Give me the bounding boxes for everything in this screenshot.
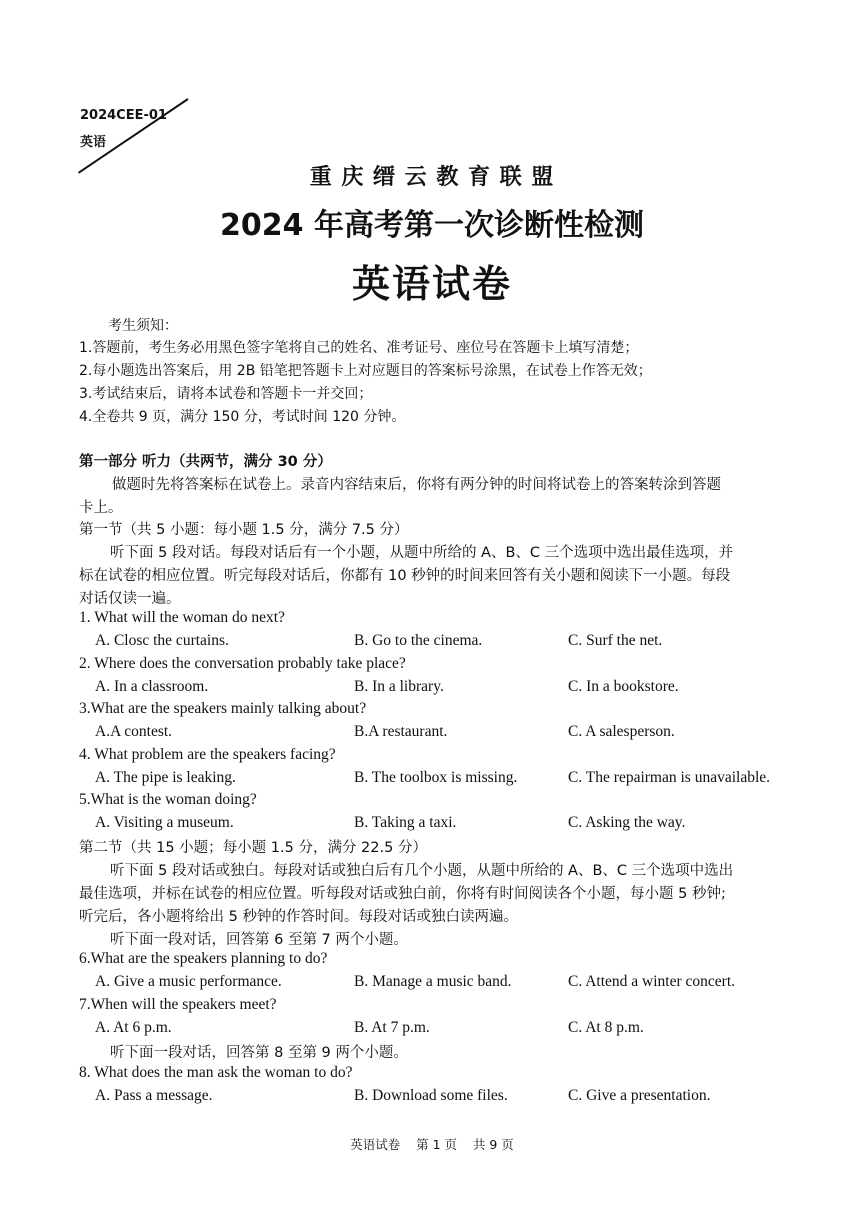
option-b: B. At 7 p.m. bbox=[354, 1019, 430, 1036]
question-stem: 6.What are the speakers planning to do? bbox=[79, 950, 328, 967]
part1-intro: 做题时先将答案标在试卷上。录音内容结束后，你将有两分钟的时间将试卷上的答案转涂到答题 bbox=[112, 477, 721, 493]
option-b: B. The toolbox is missing. bbox=[354, 769, 518, 786]
question-stem: 4. What problem are the speakers facing? bbox=[79, 746, 336, 763]
option-c: C. Give a presentation. bbox=[568, 1087, 711, 1104]
option-a: A. Closc the curtains. bbox=[95, 632, 229, 649]
section1-instructions: 听下面 5 段对话。每段对话后有一个小题，从题中所给的 A、B、C 三个选项中选出最佳选项，并 bbox=[110, 545, 734, 561]
question-stem: 5.What is the woman doing? bbox=[79, 791, 257, 808]
question-stem: 1. What will the woman do next? bbox=[79, 609, 285, 626]
part1-title: 第一部分 听力（共两节，满分 30 分） bbox=[79, 454, 332, 470]
alliance-title: 重 庆 缙 云 教 育 联 盟 bbox=[309, 165, 555, 190]
question-stem: 3.What are the speakers mainly talking about? bbox=[79, 700, 367, 717]
option-a: A.A contest. bbox=[95, 723, 173, 740]
option-b: B. Manage a music band. bbox=[354, 973, 512, 990]
option-b: B.A restaurant. bbox=[354, 723, 448, 740]
option-c: C. Asking the way. bbox=[568, 814, 686, 831]
section1-instructions: 标在试卷的相应位置。听完每段对话后，你都有 10 秒钟的时间来回答有关小题和阅读下一小题。每段 bbox=[79, 568, 731, 584]
section2-instructions: 听完后，各小题将给出 5 秒钟的作答时间。每段对话或独白读两遍。 bbox=[79, 909, 518, 925]
option-a: A. At 6 p.m. bbox=[95, 1019, 172, 1036]
option-c: C. Attend a winter concert. bbox=[568, 973, 736, 990]
option-a: A. Visiting a museum. bbox=[95, 814, 234, 831]
exam-title: 2024 年高考第一次诊断性检测 bbox=[220, 208, 644, 243]
option-a: A. The pipe is leaking. bbox=[95, 769, 236, 786]
option-b: B. In a library. bbox=[354, 678, 444, 695]
question-stem: 2. Where does the conversation probably take place? bbox=[79, 655, 406, 672]
option-a: A. Pass a message. bbox=[95, 1087, 213, 1104]
section2-instructions: 最佳选项，并标在试卷的相应位置。听每段对话或独白前，你将有时间阅读各个小题，每小题 5 秒钟; bbox=[79, 886, 726, 902]
section1-instructions: 对话仅读一遍。 bbox=[79, 591, 181, 607]
option-a: A. In a classroom. bbox=[95, 678, 209, 695]
notice-heading: 考生须知： bbox=[108, 318, 178, 334]
option-c: C. Surf the net. bbox=[568, 632, 663, 649]
question-stem: 8. What does the man ask the woman to do? bbox=[79, 1064, 353, 1081]
subject-label: 英语 bbox=[80, 135, 107, 150]
question-stem: 7.When will the speakers meet? bbox=[79, 996, 277, 1013]
option-c: C. The repairman is unavailable. bbox=[568, 769, 771, 786]
option-b: B. Taking a taxi. bbox=[354, 814, 457, 831]
option-c: C. In a bookstore. bbox=[568, 678, 679, 695]
notice-item: 4.全卷共 9 页，满分 150 分，考试时间 120 分钟。 bbox=[79, 409, 406, 425]
notice-item: 2.每小题选出答案后，用 2B 铅笔把答题卡上对应题目的答案标号涂黑，在试卷上作答无效； bbox=[79, 363, 652, 379]
option-b: B. Download some files. bbox=[354, 1087, 508, 1104]
option-c: C. At 8 p.m. bbox=[568, 1019, 644, 1036]
dialog-instruction: 听下面一段对话，回答第 8 至第 9 两个小题。 bbox=[110, 1045, 408, 1061]
section2-instructions: 听下面 5 段对话或独白。每段对话或独白后有几个小题，从题中所给的 A、B、C 三个选项中选出 bbox=[110, 863, 734, 879]
paper-title: 英语试卷 bbox=[351, 262, 512, 306]
page-footer: 英语试卷 第 1 页 共 9 页 bbox=[350, 1137, 514, 1152]
notice-item: 1.答题前，考生务必用黑色签字笔将自己的姓名、准考证号、座位号在答题卡上填写清楚； bbox=[79, 340, 639, 356]
section1-title: 第一节（共 5 小题：每小题 1.5 分，满分 7.5 分） bbox=[79, 522, 409, 538]
part1-intro: 卡上。 bbox=[79, 500, 123, 516]
dialog-instruction: 听下面一段对话，回答第 6 至第 7 两个小题。 bbox=[110, 932, 408, 948]
option-a: A. Give a music performance. bbox=[95, 973, 282, 990]
section2-title: 第二节（共 15 小题；每小题 1.5 分，满分 22.5 分） bbox=[79, 840, 427, 856]
exam-code: 2024CEE-01 bbox=[80, 108, 167, 123]
option-b: B. Go to the cinema. bbox=[354, 632, 483, 649]
option-c: C. A salesperson. bbox=[568, 723, 675, 740]
notice-item: 3.考试结束后，请将本试卷和答题卡一并交回； bbox=[79, 386, 373, 402]
